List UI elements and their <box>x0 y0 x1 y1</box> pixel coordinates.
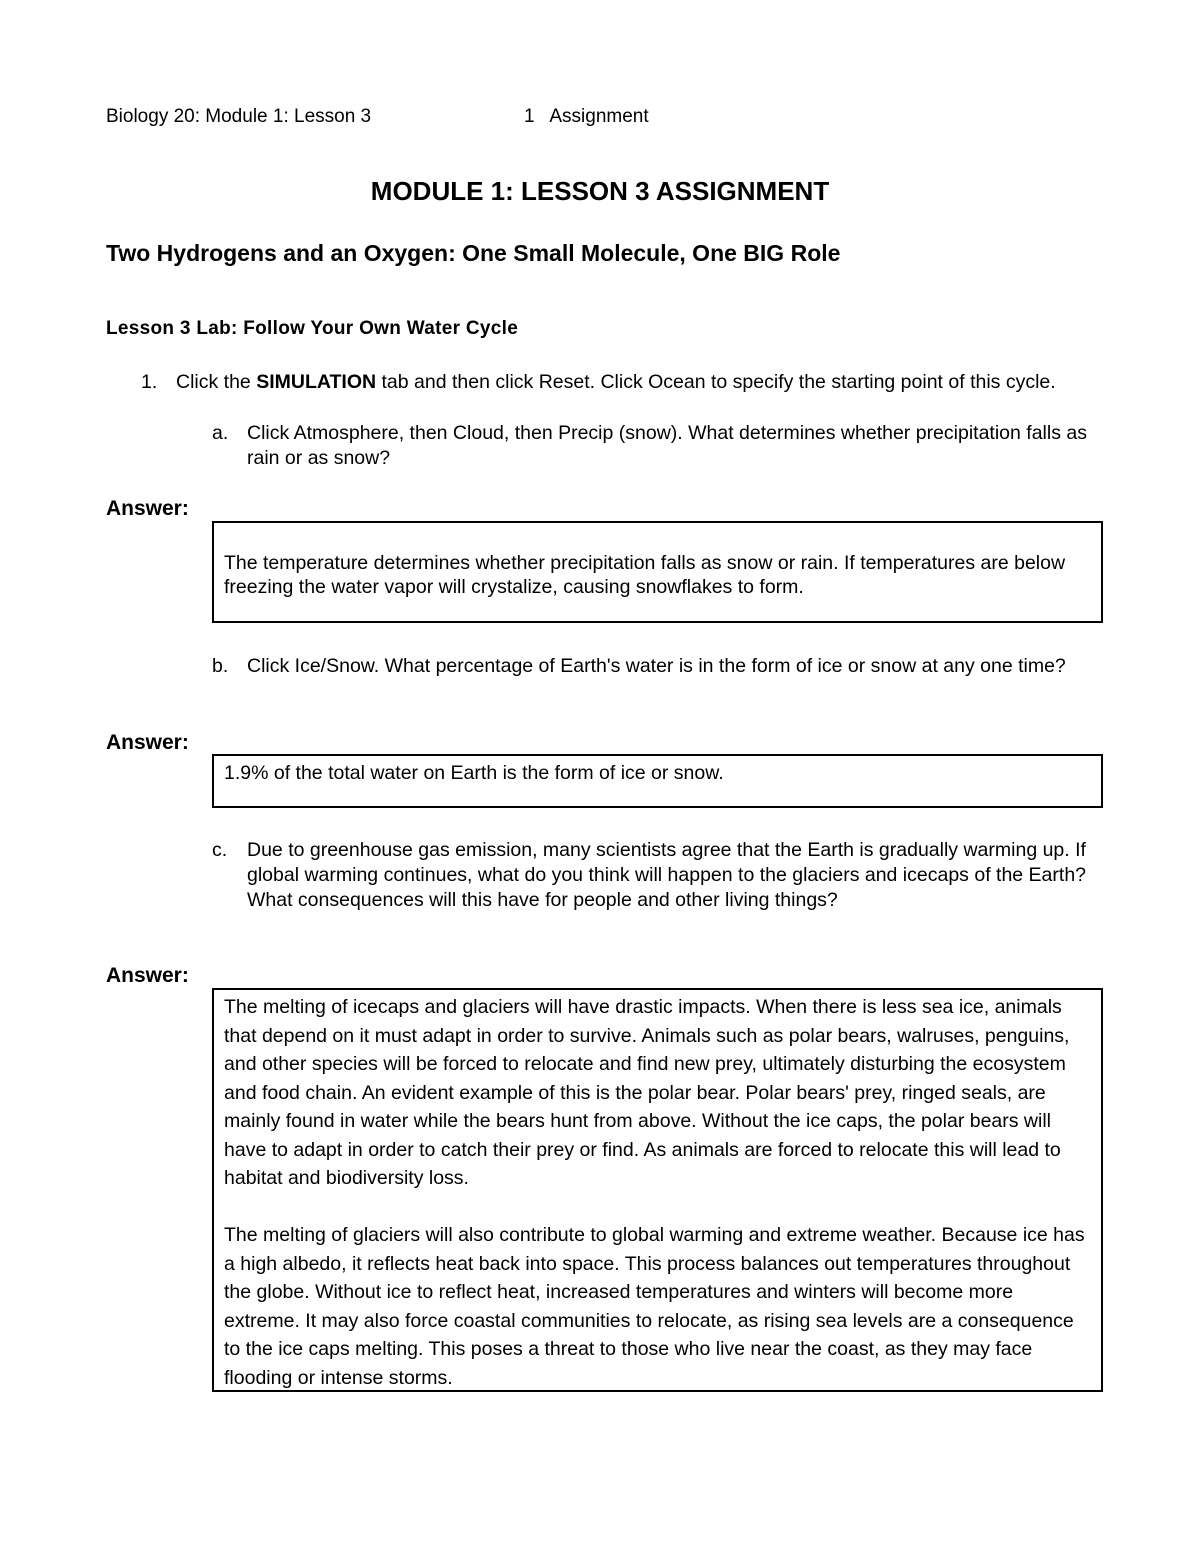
page-title: MODULE 1: LESSON 3 ASSIGNMENT <box>370 176 830 206</box>
answer-a-text: The temperature determines whether precipitation falls as snow or rain. If temperatures are below freezing the water vapor will crystalize, causing snowflakes to form. <box>224 552 1066 598</box>
answer-a-label: Answer: <box>106 497 189 520</box>
answer-c-paragraph-2: The melting of glaciers will also contribute to global warming and extreme weather. Because ice has a high albedo, it reflects heat back into space. This process balances out temperatures throughout the globe. Without ice to reflect heat, increased temperatures and winters will become more extreme. It may also force coastal communities to relocate, as rising sea levels are a consequence to the ice caps melting. This poses a threat to those who live near the coast, as they may face flooding or intense storms. <box>224 1224 1085 1389</box>
question-number: 1. <box>141 371 158 393</box>
page-subtitle: Two Hydrogens and an Oxygen: One Small Molecule, One BIG Role <box>106 240 841 266</box>
part-b-label: b. <box>212 655 229 677</box>
answer-c-paragraph-1: The melting of icecaps and glaciers will have drastic impacts. When there is less sea ice, animals that depend on it must adapt in order to survive. Animals such as polar bears, walruses, penguins, and other species will be forced to relocate and find new prey, ultimately disturbing the ecosystem and food chain. An evident example of this is the polar bear. Polar bears' prey, ringed seals, are mainly found in water while the bears hunt from above. Without the ice caps, the polar bears will have to adapt in order to catch their prey or find. As animals are forced to relocate this will lead to habitat and biodiversity loss. <box>224 996 1070 1189</box>
question-1-text <box>176 370 1106 395</box>
part-c-label: c. <box>212 839 228 861</box>
answer-b-label: Answer: <box>106 731 189 754</box>
header-page-assignment: 1 Assignment <box>524 106 649 127</box>
part-a-label: a. <box>212 422 229 444</box>
answer-b-text: 1.9% of the total water on Earth is the form of ice or snow. <box>224 762 724 784</box>
question-1-suffix: tab and then click Reset. Click Ocean to specify the starting point of this cycle. <box>376 371 1056 393</box>
question-1-bold: SIMULATION <box>256 371 377 393</box>
lab-title: Lesson 3 Lab: Follow Your Own Water Cycle <box>106 318 519 339</box>
question-1-prefix: Click the <box>176 371 257 393</box>
part-c-text: Due to greenhouse gas emission, many scientists agree that the Earth is gradually warming up. If global warming continues, what do you think will happen to the glaciers and icecaps of the Earth? What consequences will this have for people and other living things? <box>247 839 1087 911</box>
header-course: Biology 20: Module 1: Lesson 3 <box>106 106 372 127</box>
answer-c-label: Answer: <box>106 964 189 987</box>
part-b-text: Click Ice/Snow. What percentage of Earth's water is in the form of ice or snow at any one time? <box>247 655 1066 677</box>
answer-c-box <box>212 988 1103 1392</box>
part-a-text: Click Atmosphere, then Cloud, then Precip (snow). What determines whether precipitation falls as rain or as snow? <box>247 422 1087 469</box>
answer-a-box <box>212 521 1103 623</box>
answer-b-box <box>212 754 1103 808</box>
